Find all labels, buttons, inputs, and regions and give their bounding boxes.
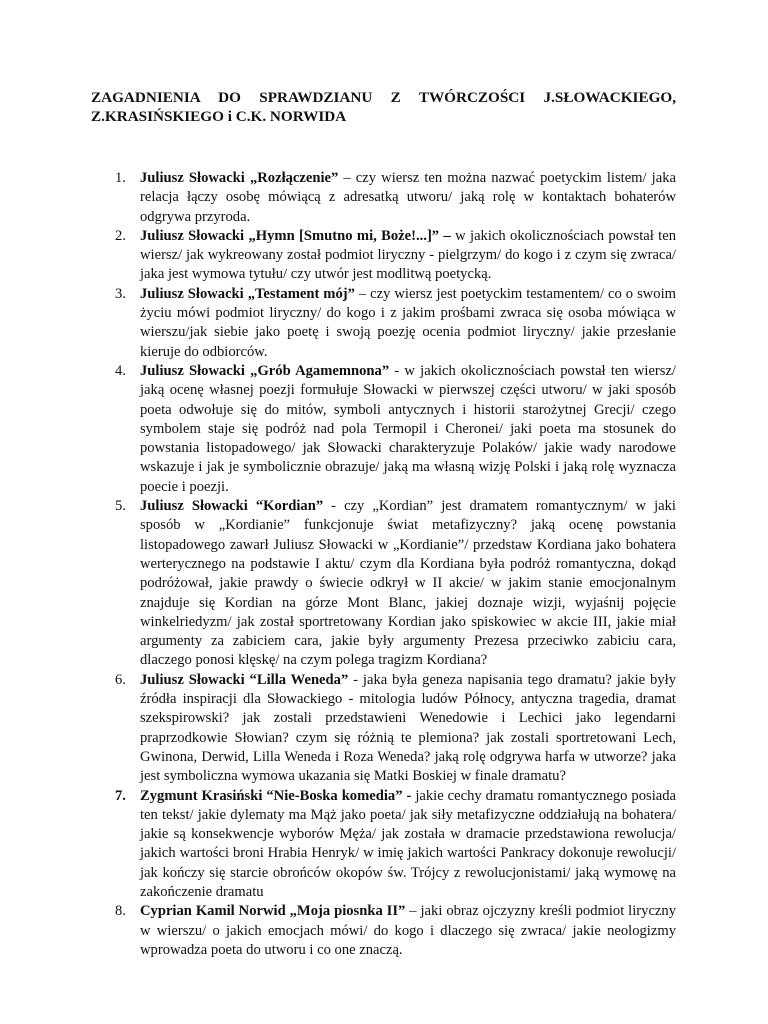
question-number: 2. (115, 227, 126, 244)
question-heading: Juliusz Słowacki „Hymn [Smutno mi, Boże!...]” – (140, 227, 451, 244)
question-heading: Juliusz Słowacki “Lilla Weneda” (140, 671, 349, 688)
question-item-6 (91, 671, 676, 787)
question-item-8 (91, 902, 676, 960)
question-item-1 (91, 169, 676, 227)
question-text: w jakich okolicznościach powstał ten wiersz/ jak wykreowany został podmiot liryczny - pielgrzym/ do kogo i z czym się zwraca/ jaka jest wymowa tytułu/ czy utwór jest modlitwą poetycką. (140, 227, 677, 283)
question-text: jakie cechy dramatu romantycznego posiada ten tekst/ jakie dylematy ma Mąż jako poeta/ jak siły metafizyczne oddziałują na bohatera/ jakie są konsekwencje wyborów Męża/ jak została w dramacie przedstawiona rewolucja/ jakich wartości broni Hrabia Henryk/ w imię jakich wartości Pankracy dokonuje rewolucji/ jak kończy się starcie obrońców okopów św. Trójcy z rewolucjonistami/ jaką wymowę na zakończenie dramatu (140, 787, 676, 900)
question-number: 1. (115, 170, 126, 186)
question-number: 5. (115, 498, 126, 515)
question-heading: Zygmunt Krasiński “Nie-Boska komedia” - (140, 787, 412, 804)
question-list (91, 169, 676, 960)
question-text: – czy wiersz jest poetyckim testamentem/ co o swoim życiu mówi podmiot liryczny/ do kogo i z jakim prośbami zwraca się osoba mówiąca w wierszu/jak siebie jako poetę i swoją poezję ocenia podmiot liryczny/ jakie przesłanie kieruje do odbiorców. (140, 285, 676, 360)
question-item-3 (91, 285, 676, 362)
question-text: – jaki obraz ojczyzny kreśli podmiot liryczny w wierszu/ o jakich emocjach mówi/ do kogo i dlaczego się zwraca/ jakie neologizmy wprowadza poeta do utworu i co one znaczą. (140, 903, 676, 958)
title-line-2: Z.KRASIŃSKIEGO i C.K. NORWIDA (91, 108, 347, 125)
question-heading: Juliusz Słowacki „Grób Agamemnona” (140, 362, 390, 379)
title-line-1: ZAGADNIENIA DO SPRAWDZIANU Z TWÓRCZOŚCI J.SŁOWACKIEGO, (91, 89, 676, 106)
question-number: 8. (115, 903, 126, 920)
question-item-2 (91, 227, 676, 285)
question-number: 4. (115, 362, 126, 379)
question-text: - jaka była geneza napisania tego dramatu? jakie były źródła inspiracji dla Słowackiego - mitologia ludów Północy, antyczna tragedia, dramat szekspirowski? jak zostali przedstawieni Wenedowie i Lechici jako legendarni praprzodkowie Słowian? czym się różnią te plemiona? jak zostali sportretowani Lech, Gwinona, Derwid, Lilla Weneda i Roza Weneda? jaką rolę odgrywa harfa w utworze? jaka jest symboliczna wymowa ukazania się Matki Boskiej w finale dramatu? (140, 671, 676, 785)
question-heading: Cyprian Kamil Norwid „Moja piosnka II” (140, 903, 406, 920)
question-heading: Juliusz Słowacki “Kordian” (140, 498, 324, 515)
question-heading: Juliusz Słowacki „Rozłączenie” (140, 170, 339, 186)
document-title (91, 88, 676, 126)
question-item-5 (91, 497, 676, 671)
question-heading: Juliusz Słowacki „Testament mój” (140, 285, 355, 302)
question-text: - w jakich okolicznościach powstał ten wiersz/ jaką ocenę własnej poezji formułuje Słowacki w pierwszej części utworu/ w jaki sposób poeta odwołuje się do mitów, symboli antycznych i historii starożytnej Grecji/ czego symbolem staje się podróż nad pola Termopil i Cheronei/ jaki poeta ma stosunek do powstania listopadowego/ jak Słowacki charakteryzuje Polaków/ jakie wady narodowe wskazuje i jak je symbolicznie obrazuje/ jaką ma własną wizję Polski i jaką rolę wyznacza poecie i poezji. (140, 362, 676, 495)
question-text: - czy „Kordian” jest dramatem romantycznym/ w jaki sposób w „Kordianie” funkcjonuje świat metafizyczny? jaką ocenę powstania listopadowego zawarł Juliusz Słowacki w „Kordianie”/ przedstaw Kordiana jako bohatera werterycznego na podstawie I aktu/ czym dla Kordiana była podróż romantyczna, dokąd podróżował, jakie prawdy o świecie odkrył w II akcie/ w jakim stanie emocjonalnym znajduje się Kordian na górze Mont Blanc, jakiej doznaje wizji, wyjaśnij pojęcie winkelriedyzm/ jak został sportretowany Kordian jako spiskowiec w akcie III, jakie miał argumenty za zabiciem cara, jakie były argumenty Prezesa przeciwko zabiciu cara, dlaczego ponosi klęskę/ na czym polega tragizm Kordiana? (140, 498, 676, 669)
question-text: – czy wiersz ten można nazwać poetyckim listem/ jaka relacja łączy osobę mówiącą z adresatką utworu/ jaką rolę w kontaktach bohaterów odgrywa przyroda. (140, 170, 676, 225)
question-item-4 (91, 362, 676, 497)
question-item-7 (91, 787, 676, 903)
question-number: 7. (115, 787, 126, 804)
question-number: 6. (115, 671, 126, 688)
question-number: 3. (115, 285, 126, 302)
